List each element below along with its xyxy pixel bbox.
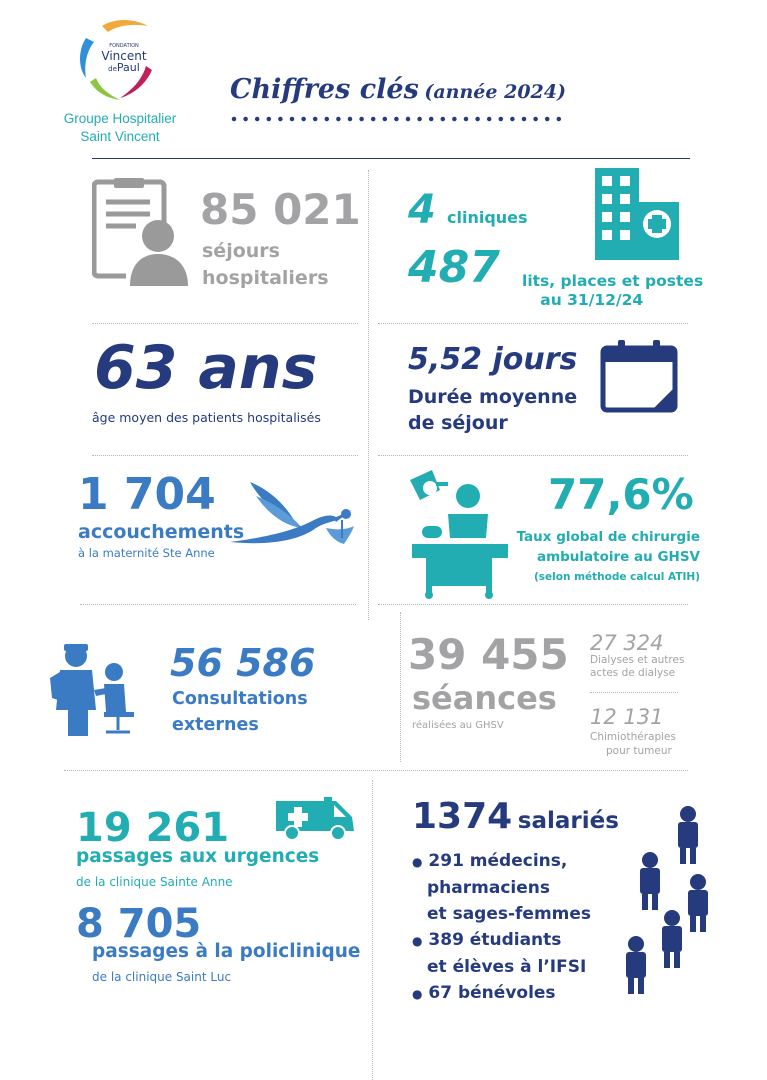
dialysis-label-1: Dialyses et autres [590, 654, 685, 666]
row-divider-1b [378, 323, 688, 324]
org-line-1: Groupe Hospitalier [63, 111, 177, 126]
chemo-label-2: pour tumeur [606, 745, 672, 757]
staff-item: ● 291 médecins, [412, 851, 568, 871]
ambulatory-label [488, 527, 700, 587]
row-divider-2a [92, 455, 358, 456]
staff-value: 1374 [412, 796, 513, 837]
dialysis-label-2: actes de dialyse [590, 667, 676, 679]
page-title [230, 74, 566, 105]
stork-icon [230, 480, 365, 555]
emergency-sublabel: de la clinique Sainte Anne [76, 875, 233, 889]
stays-label [202, 238, 329, 292]
polyclinic-label: passages à la policlinique [92, 941, 361, 962]
row-divider-4 [64, 770, 688, 771]
header-divider [92, 158, 690, 159]
emergency-value: 19 261 [76, 805, 230, 851]
chemo-label [590, 730, 676, 758]
beds-value: 487 [408, 242, 500, 293]
staff-heading [412, 796, 619, 837]
staff-item: et élèves à l’IFSI [427, 957, 587, 977]
title-dots [230, 115, 565, 123]
births-sublabel: à la maternité Ste Anne [78, 546, 215, 560]
ambulatory-value: 77,6% [548, 470, 694, 519]
title-main: Chiffres clés [230, 74, 419, 105]
stays-value: 85 021 [200, 185, 361, 234]
polyclinic-value: 8 705 [76, 901, 202, 947]
logo-name-1: Vincent [101, 49, 147, 63]
births-value: 1 704 [78, 469, 216, 520]
consultations-label [172, 686, 308, 738]
dialysis-value: 27 324 [590, 631, 664, 655]
stay-length-label [408, 384, 577, 436]
column-divider-3 [372, 780, 373, 1080]
age-label: âge moyen des patients hospitalisés [92, 410, 321, 425]
staff-item: et sages-femmes [427, 904, 592, 924]
consultations-label-2: externes [172, 715, 259, 735]
ambulatory-note: (selon méthode calcul ATIH) [533, 571, 700, 583]
row-divider-2b [378, 455, 688, 456]
logo-name-2: de [108, 65, 117, 73]
logo-name-3: Paul [116, 61, 140, 74]
ambulatory-label-2: ambulatoire au GHSV [536, 549, 700, 565]
consultations-label-1: Consultations [172, 689, 308, 709]
clinics-count: 4 [408, 187, 436, 233]
stay-length-value: 5,52 jours [408, 342, 578, 377]
row-divider-3b [378, 604, 688, 605]
org-line-2: Saint Vincent [80, 129, 160, 144]
stay-length-label-2: de séjour [408, 412, 508, 434]
dialysis-label [590, 654, 684, 680]
age-value: 63 ans [94, 333, 318, 403]
births-label: accouchements [78, 521, 245, 543]
organisation-name [50, 110, 190, 146]
sessions-sublabel: réalisées au GHSV [412, 720, 504, 731]
hospital-building-icon [593, 168, 681, 260]
consultations-value: 56 586 [170, 641, 316, 685]
chemo-value: 12 131 [590, 705, 664, 729]
sessions-divider [590, 692, 678, 693]
ambulatory-label-1: Taux global de chirurgie [516, 529, 700, 545]
staff-item: ● 389 étudiants [412, 930, 562, 950]
clinics-label: cliniques [447, 208, 528, 227]
row-divider-3a [80, 604, 356, 605]
calendar-icon [600, 340, 680, 414]
row-divider-1a [92, 323, 358, 324]
polyclinic-sublabel: de la clinique Saint Luc [92, 970, 232, 984]
column-divider-1 [368, 170, 369, 620]
logo-foundation: FONDATION [109, 43, 139, 49]
doctor-consultation-icon [48, 640, 138, 736]
sessions-label: séances [412, 679, 557, 717]
title-year: (année 2024) [424, 81, 566, 103]
column-divider-2 [400, 612, 401, 762]
patient-file-icon [92, 178, 192, 288]
staff-list [412, 848, 591, 1007]
stays-label-2: hospitaliers [202, 267, 329, 289]
medical-staff-icon [614, 800, 724, 1000]
emergency-label: passages aux urgences [76, 846, 320, 867]
stays-label-1: séjours [202, 240, 280, 262]
ambulance-icon [274, 795, 356, 841]
staff-item: pharmaciens [427, 878, 550, 898]
beds-label-2: au 31/12/24 [540, 291, 644, 309]
logo-text [94, 44, 154, 73]
stay-length-label-1: Durée moyenne [408, 386, 578, 408]
staff-item: ● 67 bénévoles [412, 983, 556, 1003]
beds-label [522, 272, 703, 310]
sessions-value: 39 455 [408, 630, 569, 679]
beds-label-1: lits, places et postes [522, 272, 704, 290]
chemo-label-1: Chimiothérapies [590, 731, 676, 743]
staff-label: salariés [517, 808, 619, 834]
